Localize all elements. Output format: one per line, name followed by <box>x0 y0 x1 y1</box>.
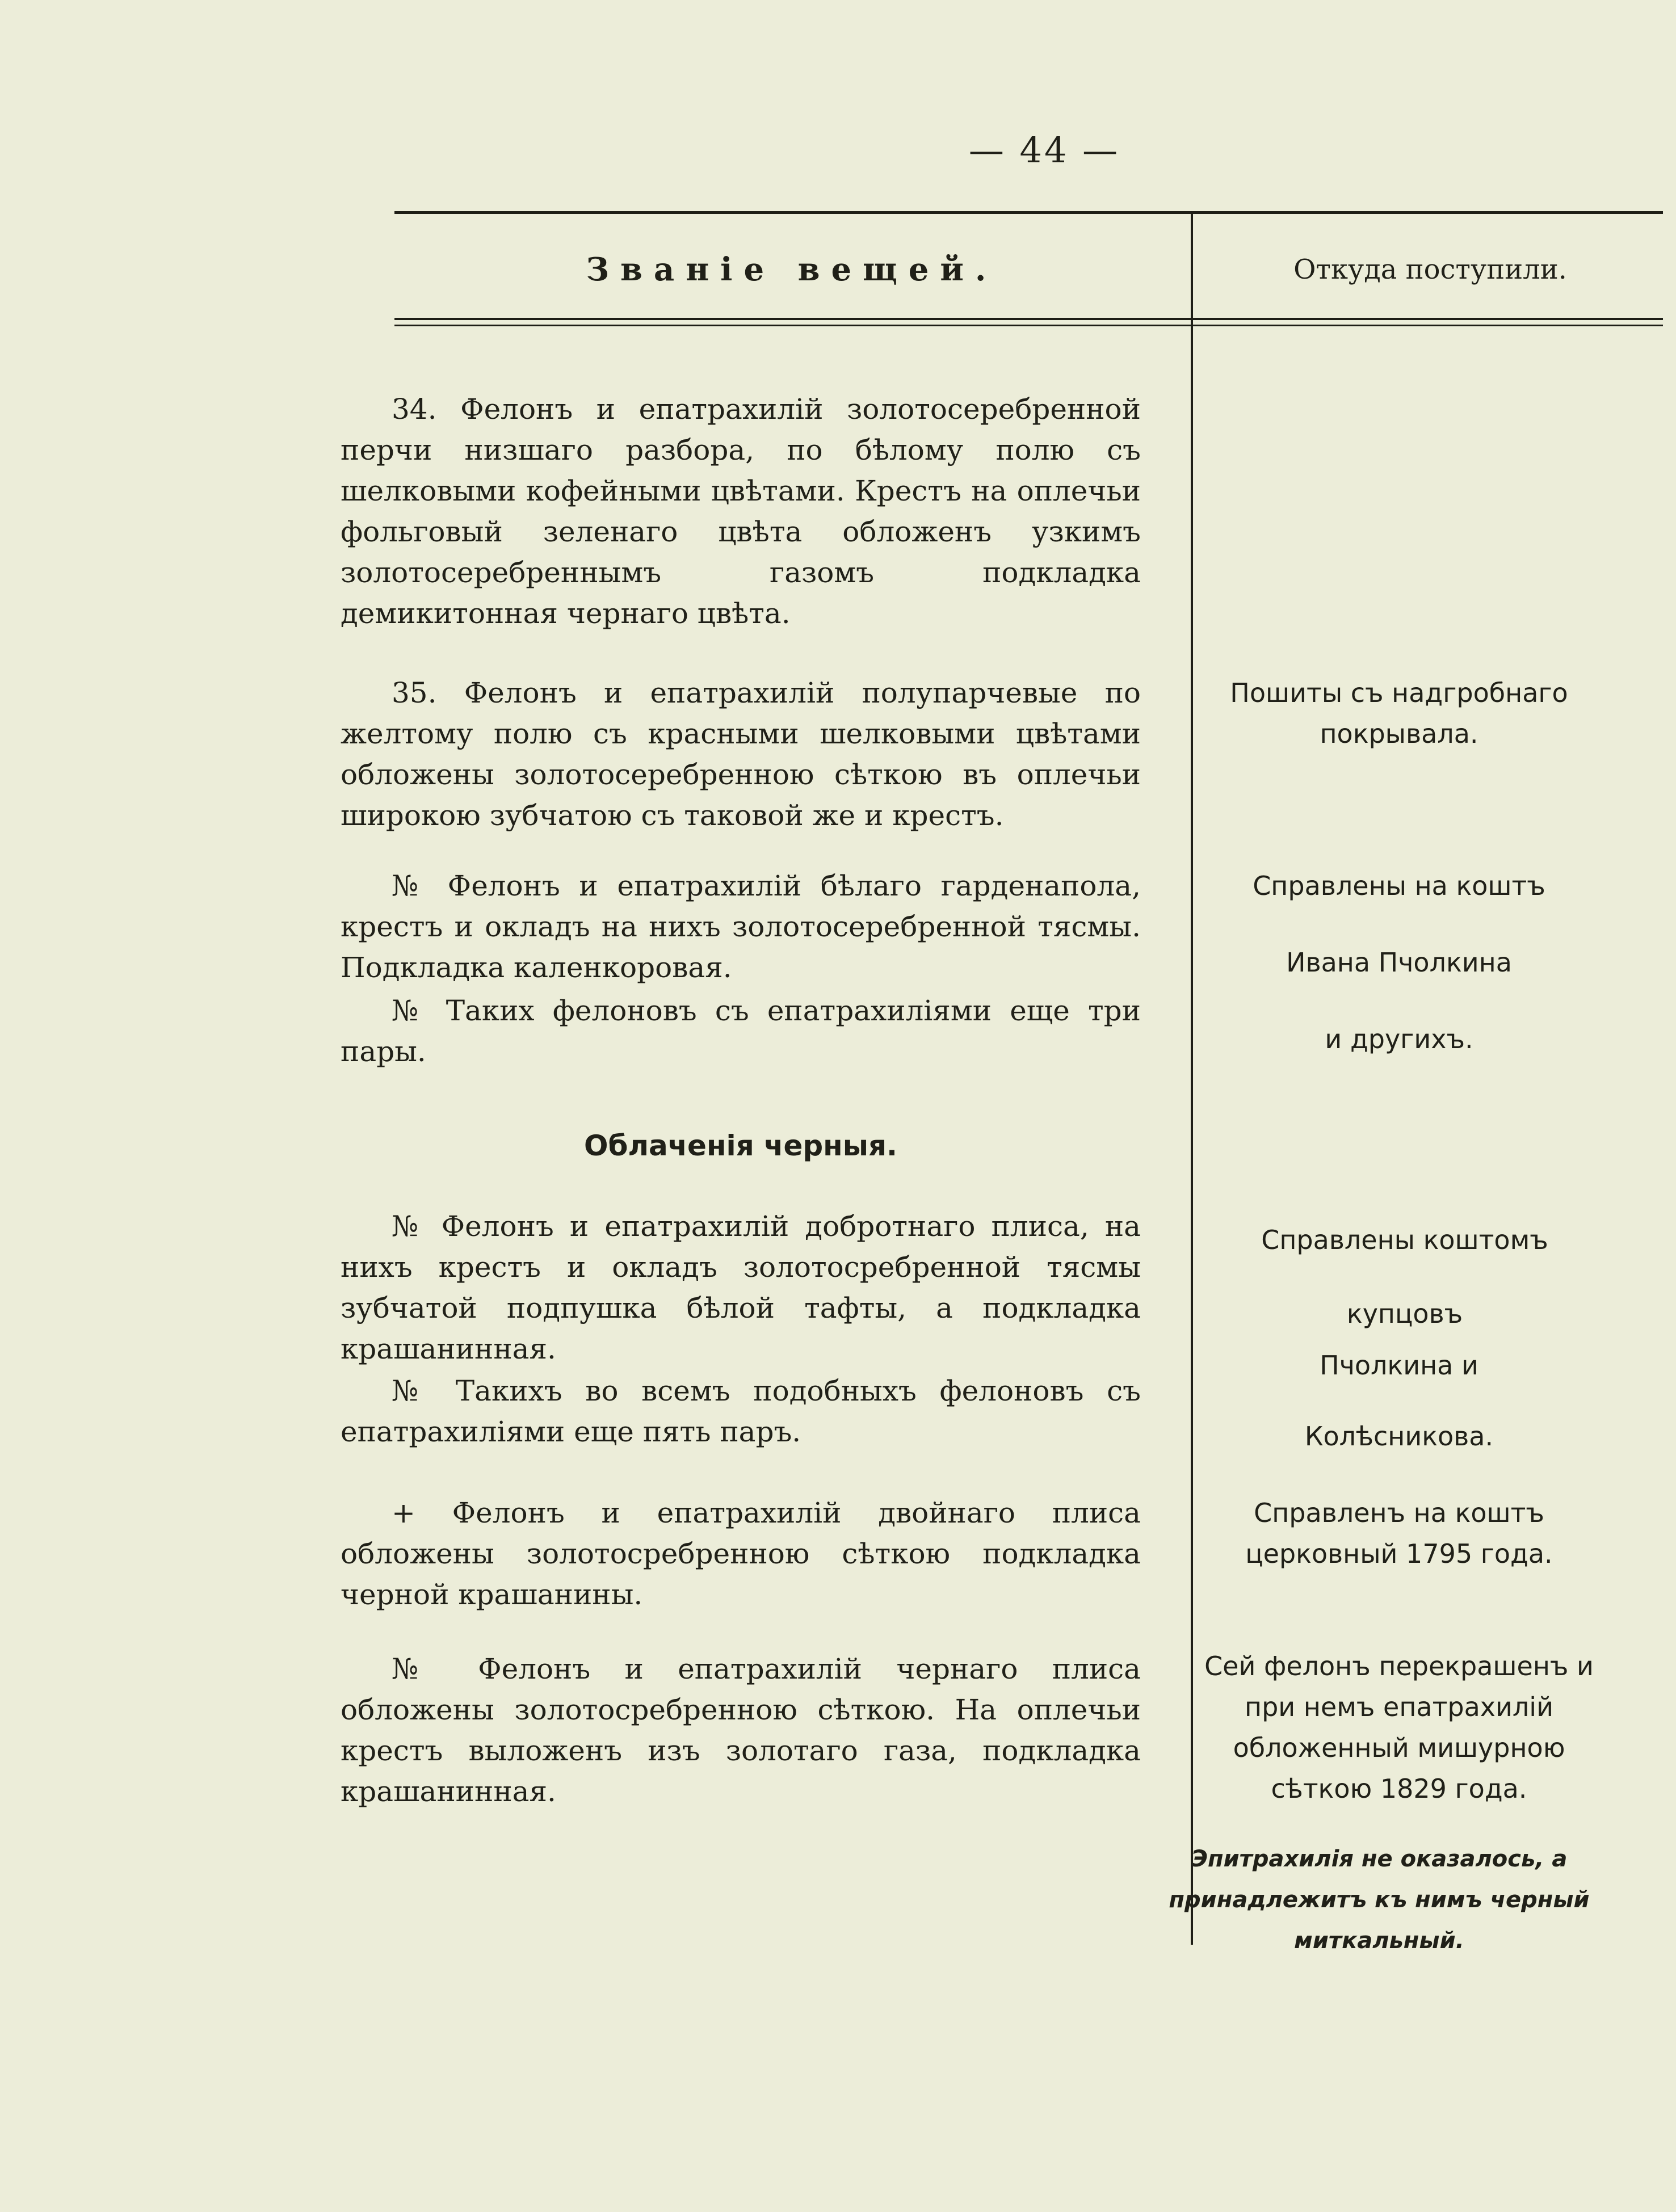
header-origin: Откуда поступили. <box>1293 254 1567 285</box>
top-rule <box>394 211 1663 214</box>
header-bottom-rule-1 <box>394 318 1663 320</box>
header-bottom-rule-2 <box>394 325 1663 326</box>
origin-merchants-line-1: Справлены коштомъ купцовъ <box>1261 1225 1548 1329</box>
entry-three-pairs: № Таких фелоновъ съ епатрахиліями еще три пары. <box>341 994 1141 1068</box>
origin-church-1795: Справленъ на коштъ церковный 1795 года. <box>1245 1498 1553 1569</box>
entry-35: 35. Фелонъ и епатрахилій полупарчевые по желтому полю съ красными шелковыми цвѣтами обложены золотосеребренною сѣткою въ оплечьи широкою зубчатою съ таковой же и крестъ. <box>341 676 1141 832</box>
origin-merchants-line-3: Колѣсникова. <box>1304 1421 1494 1452</box>
footnote-no-epitrachelion: Эпитрахилія не оказалось, а принадлежитъ къ нимъ черный миткальный. <box>1169 1846 1590 1954</box>
origin-cost-line-1: Справлены на коштъ <box>1253 870 1545 901</box>
entry-black-plush: № Фелонъ и епатрахилій добротнаго плиса, на нихъ крестъ и окладъ золотосребренной тясмы зубчатой подпушка бѣлой тафты, а подкладка крашанинная. <box>341 1210 1141 1365</box>
entry-white-gardenapol: № Фелонъ и епатрахилій бѣлаго гарденапола, крестъ и окладъ на нихъ золотосеребренной тясмы. Подкладка каленкоровая. <box>341 869 1141 984</box>
origin-tomb-cover: Пошиты съ надгробнаго покрывала. <box>1230 678 1568 749</box>
origin-merchants-line-2: Пчолкина и <box>1320 1350 1478 1381</box>
header-item-names: Званіе вещей. <box>586 251 998 288</box>
origin-cost-line-3: и другихъ. <box>1325 1024 1473 1054</box>
section-title-black-vestments: Облаченія черныя. <box>583 1129 898 1162</box>
entry-double-plush: + Фелонъ и епатрахилій двойнаго плиса обложены золотосребренною сѣткою подкладка черной крашанины. <box>341 1496 1141 1611</box>
entry-five-pairs: № Такихъ во всемъ подобныхъ фелоновъ съ епатрахиліями еще пять паръ. <box>341 1374 1141 1448</box>
page-number: — 44 — <box>968 129 1120 171</box>
origin-repainted-1829: Сей фелонъ перекрашенъ и при немъ епатрахилій обложенный мишурною сѣткою 1829 года. <box>1204 1651 1594 1804</box>
entry-black-plush-2: № Фелонъ и епатрахилій чернаго плиса обложены золотосребренною сѣткою. На оплечьи крестъ выложенъ изъ золотаго газа, подкладка крашанинная. <box>341 1652 1141 1808</box>
origin-cost-line-2: Ивана Пчолкина <box>1286 947 1512 978</box>
entry-34: 34. Фелонъ и епатрахилій золотосеребренной перчи низшаго разбора, по бѣлому полю съ шелковыми кофейными цвѣтами. Крестъ на оплечьи фольговый зеленаго цвѣта обложенъ узкимъ золотосеребреннымъ газомъ подкладка демикитонная чернаго цвѣта. <box>341 393 1141 630</box>
